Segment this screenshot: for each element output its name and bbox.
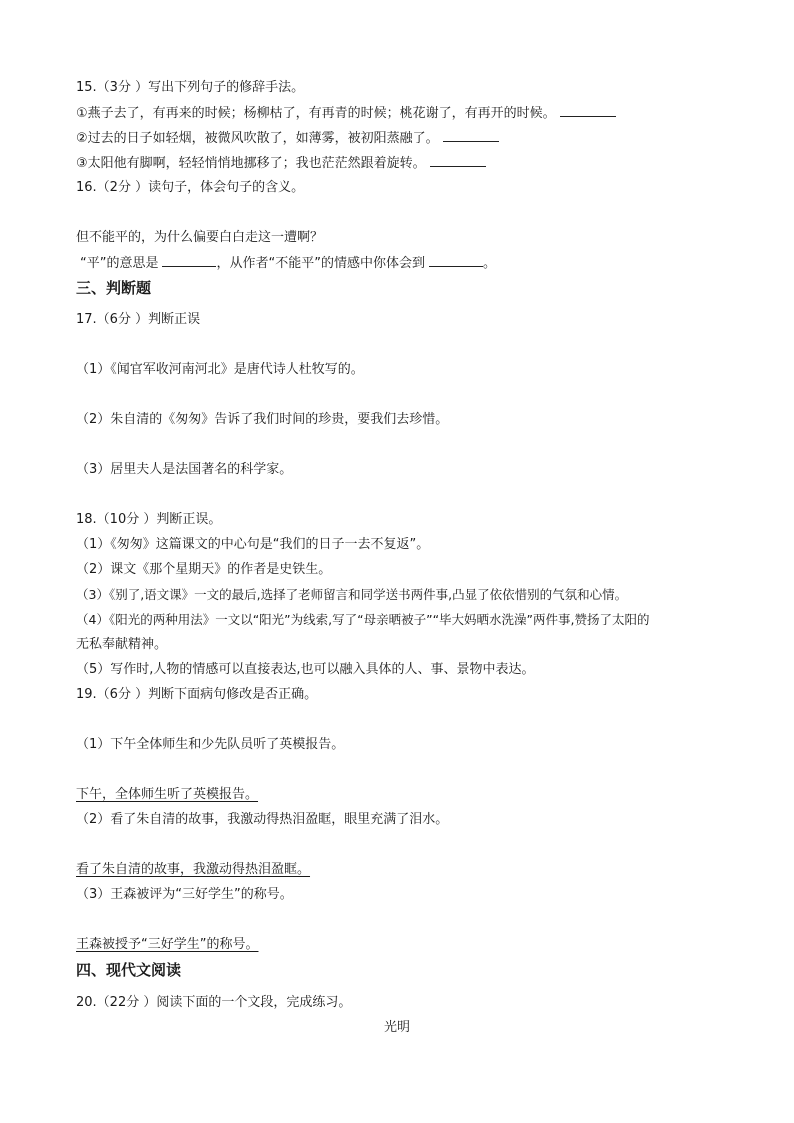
answer-blank[interactable] <box>443 129 499 142</box>
q15-sentence-2 <box>76 129 499 148</box>
q18-item: （4）《阳光的两种用法》一文以“阳光”为线索,写了“母亲晒被子”“毕大妈晒水洗澡”两件事,赞扬了太阳的 <box>76 612 650 627</box>
q16-sentence: 但不能平的，为什么偏要白白走这一遭啊？ <box>76 230 324 245</box>
q16-prompt-a: “平”的意思是 <box>80 256 159 271</box>
q16-prompt <box>80 254 496 273</box>
q15-sentence-2-text: ②过去的日子如轻烟，被微风吹散了，如薄雾，被初阳蒸融了。 <box>76 131 439 146</box>
q15-sentence-3 <box>76 154 486 173</box>
q18-header: 18.（10分 ）判断正误。 <box>76 512 222 527</box>
passage-title: 光明 <box>383 1020 410 1035</box>
q15-header: 15.（3分 ）写出下列句子的修辞手法。 <box>76 80 305 95</box>
answer-blank[interactable] <box>162 254 216 267</box>
section-heading-reading: 四、现代文阅读 <box>76 961 182 979</box>
q18-item: （1）《匆匆》这篇课文的中心句是“我们的日子一去不复返”。 <box>76 537 430 552</box>
q19-header: 19.（6分 ）判断下面病句修改是否正确。 <box>76 687 318 702</box>
q19-revision: 王森被授予“三好学生”的称号。 <box>76 937 259 952</box>
q19-revision: 看了朱自清的故事，我激动得热泪盈眶。 <box>76 862 311 877</box>
answer-blank[interactable] <box>430 154 486 167</box>
q19-revision: 下午，全体师生听了英模报告。 <box>76 787 259 802</box>
q18-item: （5）写作时,人物的情感可以直接表达,也可以融入具体的人、事、景物中表达。 <box>76 662 535 677</box>
q15-sentence-3-text: ③太阳他有脚啊，轻轻悄悄地挪移了；我也茫茫然跟着旋转。 <box>76 156 426 171</box>
q18-item: （2）课文《那个星期天》的作者是史铁生。 <box>76 562 332 577</box>
q17-item: （1）《闻官军收河南河北》是唐代诗人杜牧写的。 <box>76 362 364 377</box>
q15-sentence-1 <box>76 104 616 123</box>
q19-item: （2）看了朱自清的故事，我激动得热泪盈眶，眼里充满了泪水。 <box>76 812 449 827</box>
q15-sentence-1-text: ①燕子去了，有再来的时候；杨柳枯了，有再青的时候；桃花谢了，有再开的时候。 <box>76 106 556 121</box>
q18-item-continued: 无私奉献精神。 <box>76 637 168 652</box>
q16-header: 16.（2分 ）读句子，体会句子的含义。 <box>76 180 305 195</box>
answer-blank[interactable] <box>429 254 483 267</box>
q17-item: （2）朱自清的《匆匆》告诉了我们时间的珍贵，要我们去珍惜。 <box>76 412 449 427</box>
section-heading-judgement: 三、判断题 <box>76 279 152 297</box>
q19-item: （1）下午全体师生和少先队员听了英模报告。 <box>76 737 345 752</box>
q17-header: 17.（6分 ）判断正误 <box>76 312 201 327</box>
q16-prompt-b: ，从作者“不能平”的情感中你体会到 <box>216 256 425 271</box>
q19-item: （3）王森被评为“三好学生”的称号。 <box>76 887 293 902</box>
q16-prompt-end: 。 <box>482 256 496 271</box>
answer-blank[interactable] <box>560 104 616 117</box>
q20-header: 20.（22分 ）阅读下面的一个文段，完成练习。 <box>76 995 352 1010</box>
q17-item: （3）居里夫人是法国著名的科学家。 <box>76 462 293 477</box>
q18-item: （3）《别了,语文课》一文的最后,选择了老师留言和同学送书两件事,凸显了依依惜别的气氛和心情。 <box>76 587 628 602</box>
